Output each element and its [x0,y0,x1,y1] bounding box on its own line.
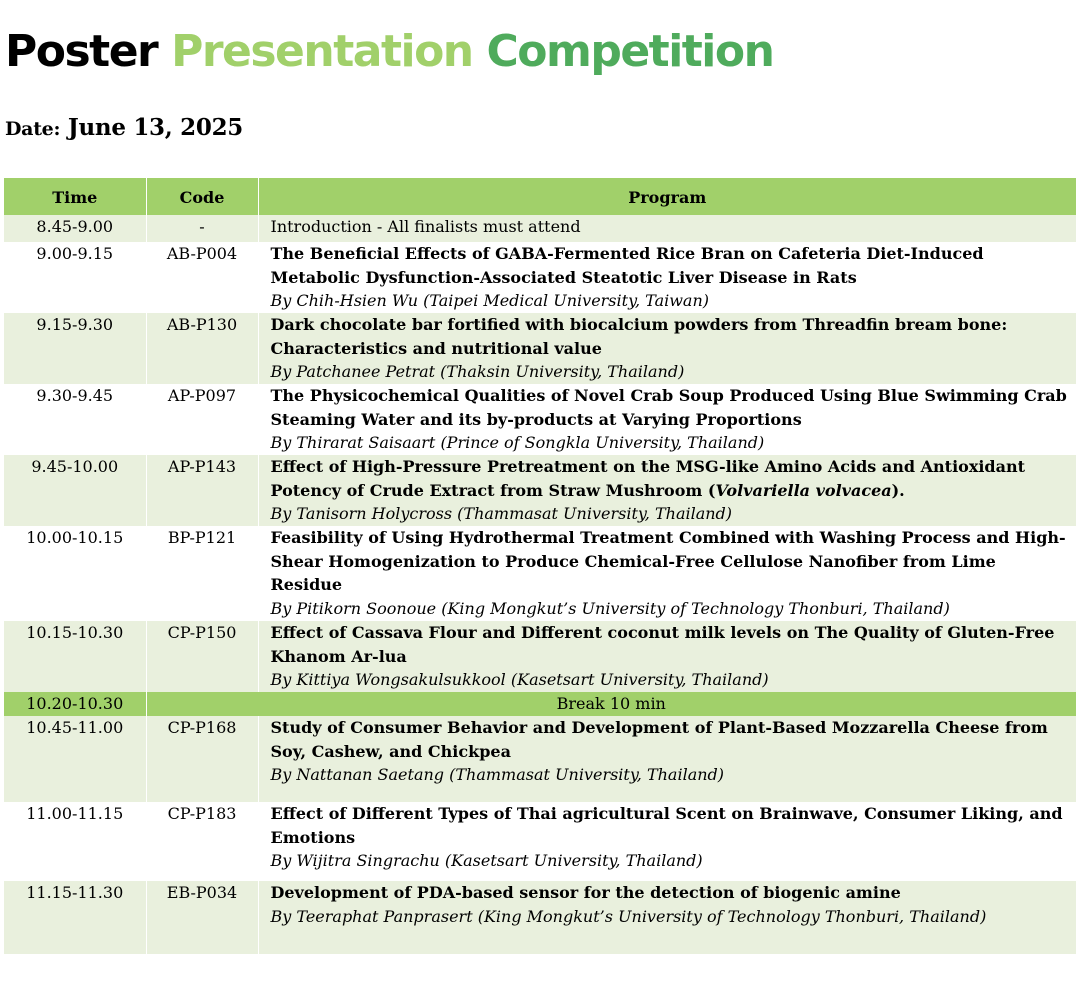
presenter: By Nattanan Saetang (Thammasat University, Thailand) [270,765,725,784]
header-code: Code [146,178,258,215]
row-code: CP-P150 [146,621,258,692]
presentation-title: Effect of Cassava Flour and Different coconut milk levels on The Quality of Gluten-Free Khanom Ar-lua [270,623,1055,666]
table-header-row [4,178,1076,215]
table-row [4,881,1076,954]
table-row [4,621,1076,692]
date-label: Date: [5,118,61,140]
presenter: By Kittiya Wongsakulsukkool (Kasetsart University, Thailand) [270,670,769,689]
presentation-title: Development of PDA-based sensor for the detection of biogenic amine [270,883,901,902]
title-word-competition: Competition [486,26,774,77]
row-program [258,242,1076,313]
row-program [258,881,1076,954]
row-time: 9.15-9.30 [4,313,146,384]
event-date [5,114,243,141]
row-code: AP-P097 [146,384,258,455]
row-time: 10.20-10.30 [4,692,146,716]
row-program [258,526,1076,621]
presenter: By Wijitra Singrachu (Kasetsart University, Thailand) [270,851,703,870]
date-value: June 13, 2025 [67,114,243,141]
row-program [258,313,1076,384]
table-row [4,526,1076,621]
program-table [4,178,1076,954]
header-time: Time [4,178,146,215]
break-row [4,692,1076,716]
row-code: BP-P121 [146,526,258,621]
table-row [4,455,1076,526]
row-program [258,384,1076,455]
presentation-title [271,455,1073,502]
row-time: 10.15-10.30 [4,621,146,692]
species-name: Volvariella volvacea [715,480,892,500]
row-code: CP-P168 [146,716,258,802]
row-time: 9.30-9.45 [4,384,146,455]
table-row [4,384,1076,455]
presenter: By Patchanee Petrat (Thaksin University, Thailand) [270,362,685,381]
row-code: CP-P183 [146,802,258,881]
title-word-poster: Poster [5,26,158,77]
row-program [258,455,1076,526]
presentation-title: Feasibility of Using Hydrothermal Treatment Combined with Washing Process and High-Shear Homogenization to Produce Chemical-Free Cellulose Nanofiber from Lime Residue [270,528,1066,594]
page-title [5,26,773,77]
title-word-presentation: Presentation [171,26,473,77]
row-time: 8.45-9.00 [4,215,146,242]
presenter: By Pitikorn Soonoue (King Mongkut’s University of Technology Thonburi, Thailand) [270,598,950,618]
row-program [258,621,1076,692]
presenter: By Tanisorn Holycross (Thammasat University, Thailand) [270,504,733,523]
break-label: Break 10 min [146,692,1076,716]
presenter: By Teeraphat Panprasert (King Mongkut’s University of Technology Thonburi, Thailand) [270,906,987,926]
title-end: ). [891,480,905,500]
presentation-title: The Physicochemical Qualities of Novel Crab Soup Produced Using Blue Swimming Crab Steaming Water and its by-products at Varying Proportions [270,386,1067,429]
row-time: 11.00-11.15 [4,802,146,881]
row-time: 9.45-10.00 [4,455,146,526]
presenter: By Chih-Hsien Wu (Taipei Medical University, Taiwan) [270,291,710,310]
row-time: 10.00-10.15 [4,526,146,621]
header-program: Program [258,178,1076,215]
row-time: 10.45-11.00 [4,716,146,802]
row-code: AB-P130 [146,313,258,384]
presentation-title: The Beneficial Effects of GABA-Fermented Rice Bran on Cafeteria Diet-Induced Metabolic Dysfunction-Associated Steatotic Liver Disease in Rats [270,244,984,287]
row-program [258,716,1076,802]
table-row [4,802,1076,881]
row-program-text: Introduction - All finalists must attend [258,215,1076,242]
table-row [4,313,1076,384]
presenter: By Thirarat Saisaart (Prince of Songkla University, Thailand) [270,433,765,452]
row-code: - [146,215,258,242]
row-code: EB-P034 [146,881,258,954]
row-time: 11.15-11.30 [4,881,146,954]
row-program [258,802,1076,881]
row-code: AB-P004 [146,242,258,313]
table-row [4,716,1076,802]
presentation-title: Effect of Different Types of Thai agricultural Scent on Brainwave, Consumer Liking, and Emotions [270,804,1063,847]
title-text: Effect of High-Pressure Pretreatment on the MSG-like Amino Acids and Antioxidant Potency of Crude Extract from Straw Mushroom ( [270,457,1026,500]
presentation-title: Study of Consumer Behavior and Development of Plant-Based Mozzarella Cheese from Soy, Cashew, and Chickpea [270,718,1048,761]
row-time: 9.00-9.15 [4,242,146,313]
row-code: AP-P143 [146,455,258,526]
table-row [4,215,1076,242]
table-row [4,242,1076,313]
presentation-title: Dark chocolate bar fortified with biocalcium powders from Threadfin bream bone: Characteristics and nutritional value [270,315,1008,358]
